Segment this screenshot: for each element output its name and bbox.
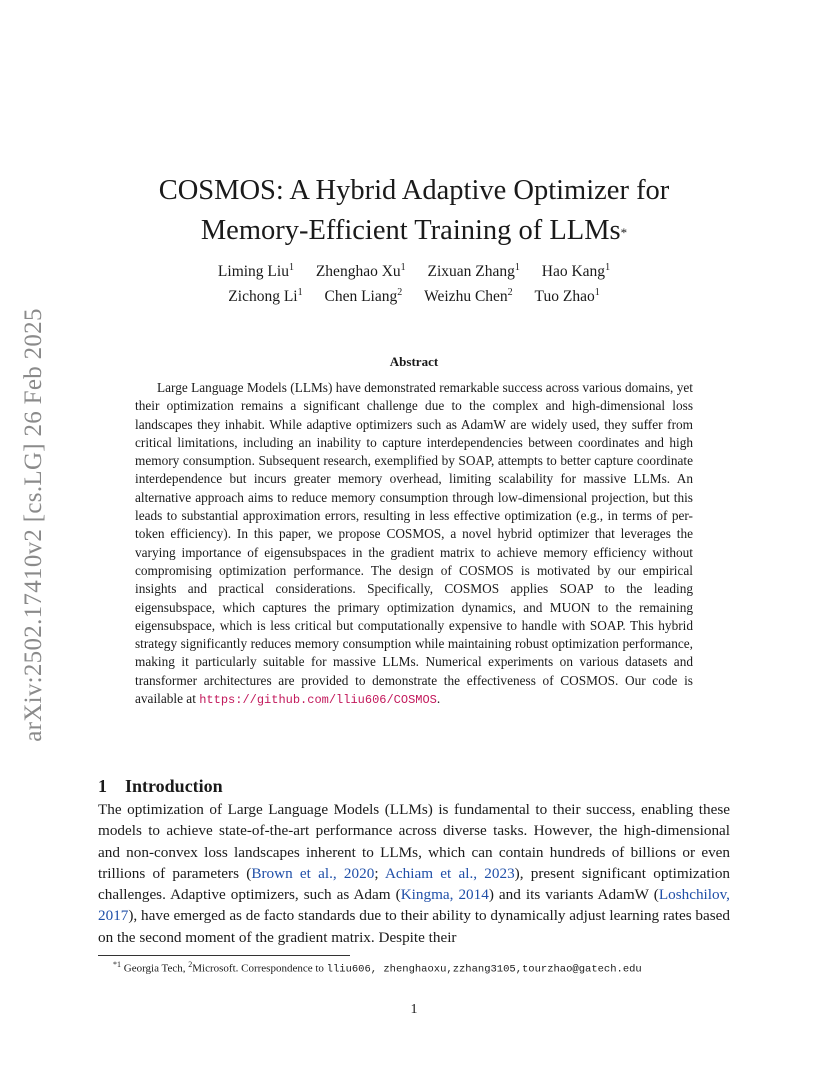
author: Tuo Zhao$^1$ (534, 287, 600, 306)
author: Weizhu Chen$^2$ (424, 287, 513, 306)
abstract-text: Large Language Models (LLMs) have demonstrated remarkable success across various domains, yet their optimization remains a significant challenge due to the complex and high-dimensional loss landscapes they inhabit. While adaptive optimizers such as AdamW are widely used, they suffer from critical limitations, including an inability to capture interdependencies between coordinates and high memory consumption. Subsequent research, exemplified by SOAP, attempts to better capture coordinate interdependence but incurs greater memory overhead, limiting scalability for massive LLMs. An alternative approach aims to reduce memory consumption through low-dimensional projection, but this leads to substantial approximation errors, resulting in less effective optimization (e.g., in terms of per-token efficiency). In this paper, we propose COSMOS, a novel hybrid optimizer that leverages the varying importance of eigensubspaces in the gradient matrix to achieve memory efficiency without compromising optimization performance. The design of COSMOS is motivated by our empirical insights and practical considerations. Specifically, COSMOS applies SOAP to the leading eigensubspace, which captures the primary optimization dynamics, and MUON to the remaining eigensubspace, which is less critical but computationally expensive to handle with SOAP. This hybrid strategy significantly reduces memory consumption while maintaining robust optimization performance, making it particularly suitable for massive LLMs. Numerical experiments on various datasets and transformer architectures are provided to demonstrate the effectiveness of COSMOS. Our code is available at (135, 380, 693, 707)
title-line-1: COSMOS: A Hybrid Adaptive Optimizer for (158, 175, 670, 207)
author: Zixuan Zhang$^1$ (427, 262, 520, 281)
section-title: Introduction (125, 775, 223, 796)
author-list (100, 257, 728, 307)
author: Zhenghao Xu$^1$ (315, 262, 406, 281)
code-url-link[interactable]: https://github.com/lliu606/COSMOS (199, 693, 437, 708)
citation-link[interactable]: Loshchilov, 2017 (98, 886, 730, 925)
arxiv-sidebar (14, 290, 54, 760)
author: Chen Liang$^2$ (324, 287, 403, 306)
citation-link[interactable]: Achiam et al., 2023 (384, 864, 515, 882)
author: Liming Liu$^1$ (217, 262, 294, 281)
footnote-rule (98, 955, 350, 956)
page-number: 1 (410, 1002, 418, 1017)
author: Hao Kang$^1$ (541, 262, 611, 281)
author-row-1 (100, 257, 728, 282)
abstract-body: Large Language Models (LLMs) have demonstrated remarkable success across various domains, yet their optimization remains a significant challenge due to the complex and high-dimensional loss landscapes they inhabit. While adaptive optimizers such as AdamW are widely used, they suffer from critical limitations, including an inability to capture interdependencies between coordinates and high memory consumption. Subsequent research, exemplified by SOAP, attempts to better capture coordinate interdependence but incurs greater memory overhead, limiting scalability for massive LLMs. An alternative approach aims to reduce memory consumption through low-dimensional projection, but this leads to substantial approximation errors, resulting in less effective optimization (e.g., in terms of per-token efficiency). In this paper, we propose COSMOS, a novel hybrid optimizer that leverages the varying importance of eigensubspaces in the gradient matrix to achieve memory efficiency without compromising optimization performance. The design of COSMOS is motivated by our empirical insights and practical considerations. Specifically, COSMOS applies SOAP to the leading eigensubspace, which captures the primary optimization dynamics, and MUON to the remaining eigensubspace, which is less critical but computationally expensive to handle with SOAP. This hybrid strategy significantly reduces memory consumption while maintaining robust optimization performance, making it particularly suitable for massive LLMs. Numerical experiments on various datasets and transformer architectures are provided to demonstrate the effectiveness of COSMOS. Our code is available at https://github.com/lliu606/COSMOS. (135, 380, 693, 708)
author: Zichong Li$^1$ (228, 287, 303, 306)
intro-paragraph: The optimization of Large Language Models (LLMs) is fundamental to their success, enabling these models to achieve state-of-the-art performance across diverse tasks. However, the high-dimensional and non-convex loss landscapes inherent to LLMs, which can contain hundreds of billions or even trillions of parameters (Brown et al., 2020; Achiam et al., 2023), present significant optimization challenges. Adaptive optimizers, such as Adam (Kingma, 2014) and its variants AdamW (Loshchilov, 2017), have emerged as de facto standards due to their ability to dynamically adjust learning rates based on the second moment of the gradient matrix. Despite their (98, 801, 731, 946)
footnote: $^{*1}$ Georgia Tech, $^2$Microsoft. Correspondence to lliu606, zhenghaoxu,zzhang3105,tourzhao@gatech.edu (113, 960, 642, 976)
title-footnote-marker: * (620, 225, 628, 241)
title-line-2: Memory-Efficient Training of LLMs (200, 215, 621, 247)
citation-link[interactable]: Brown et al., 2020 (251, 864, 375, 882)
abstract-heading: Abstract (389, 354, 439, 369)
arxiv-identifier: arXiv:2502.17410v2 [cs.LG] 26 Feb 2025 (20, 308, 47, 742)
footnote-emails: lliu606, zhenghaoxu,zzhang3105,tourzhao@gatech.edu (326, 963, 642, 976)
paper-title (100, 171, 728, 251)
author-row-2 (100, 282, 728, 307)
section-heading (98, 776, 223, 797)
section-number: 1 (98, 775, 107, 796)
citation-link[interactable]: Kingma, 2014 (400, 886, 489, 904)
